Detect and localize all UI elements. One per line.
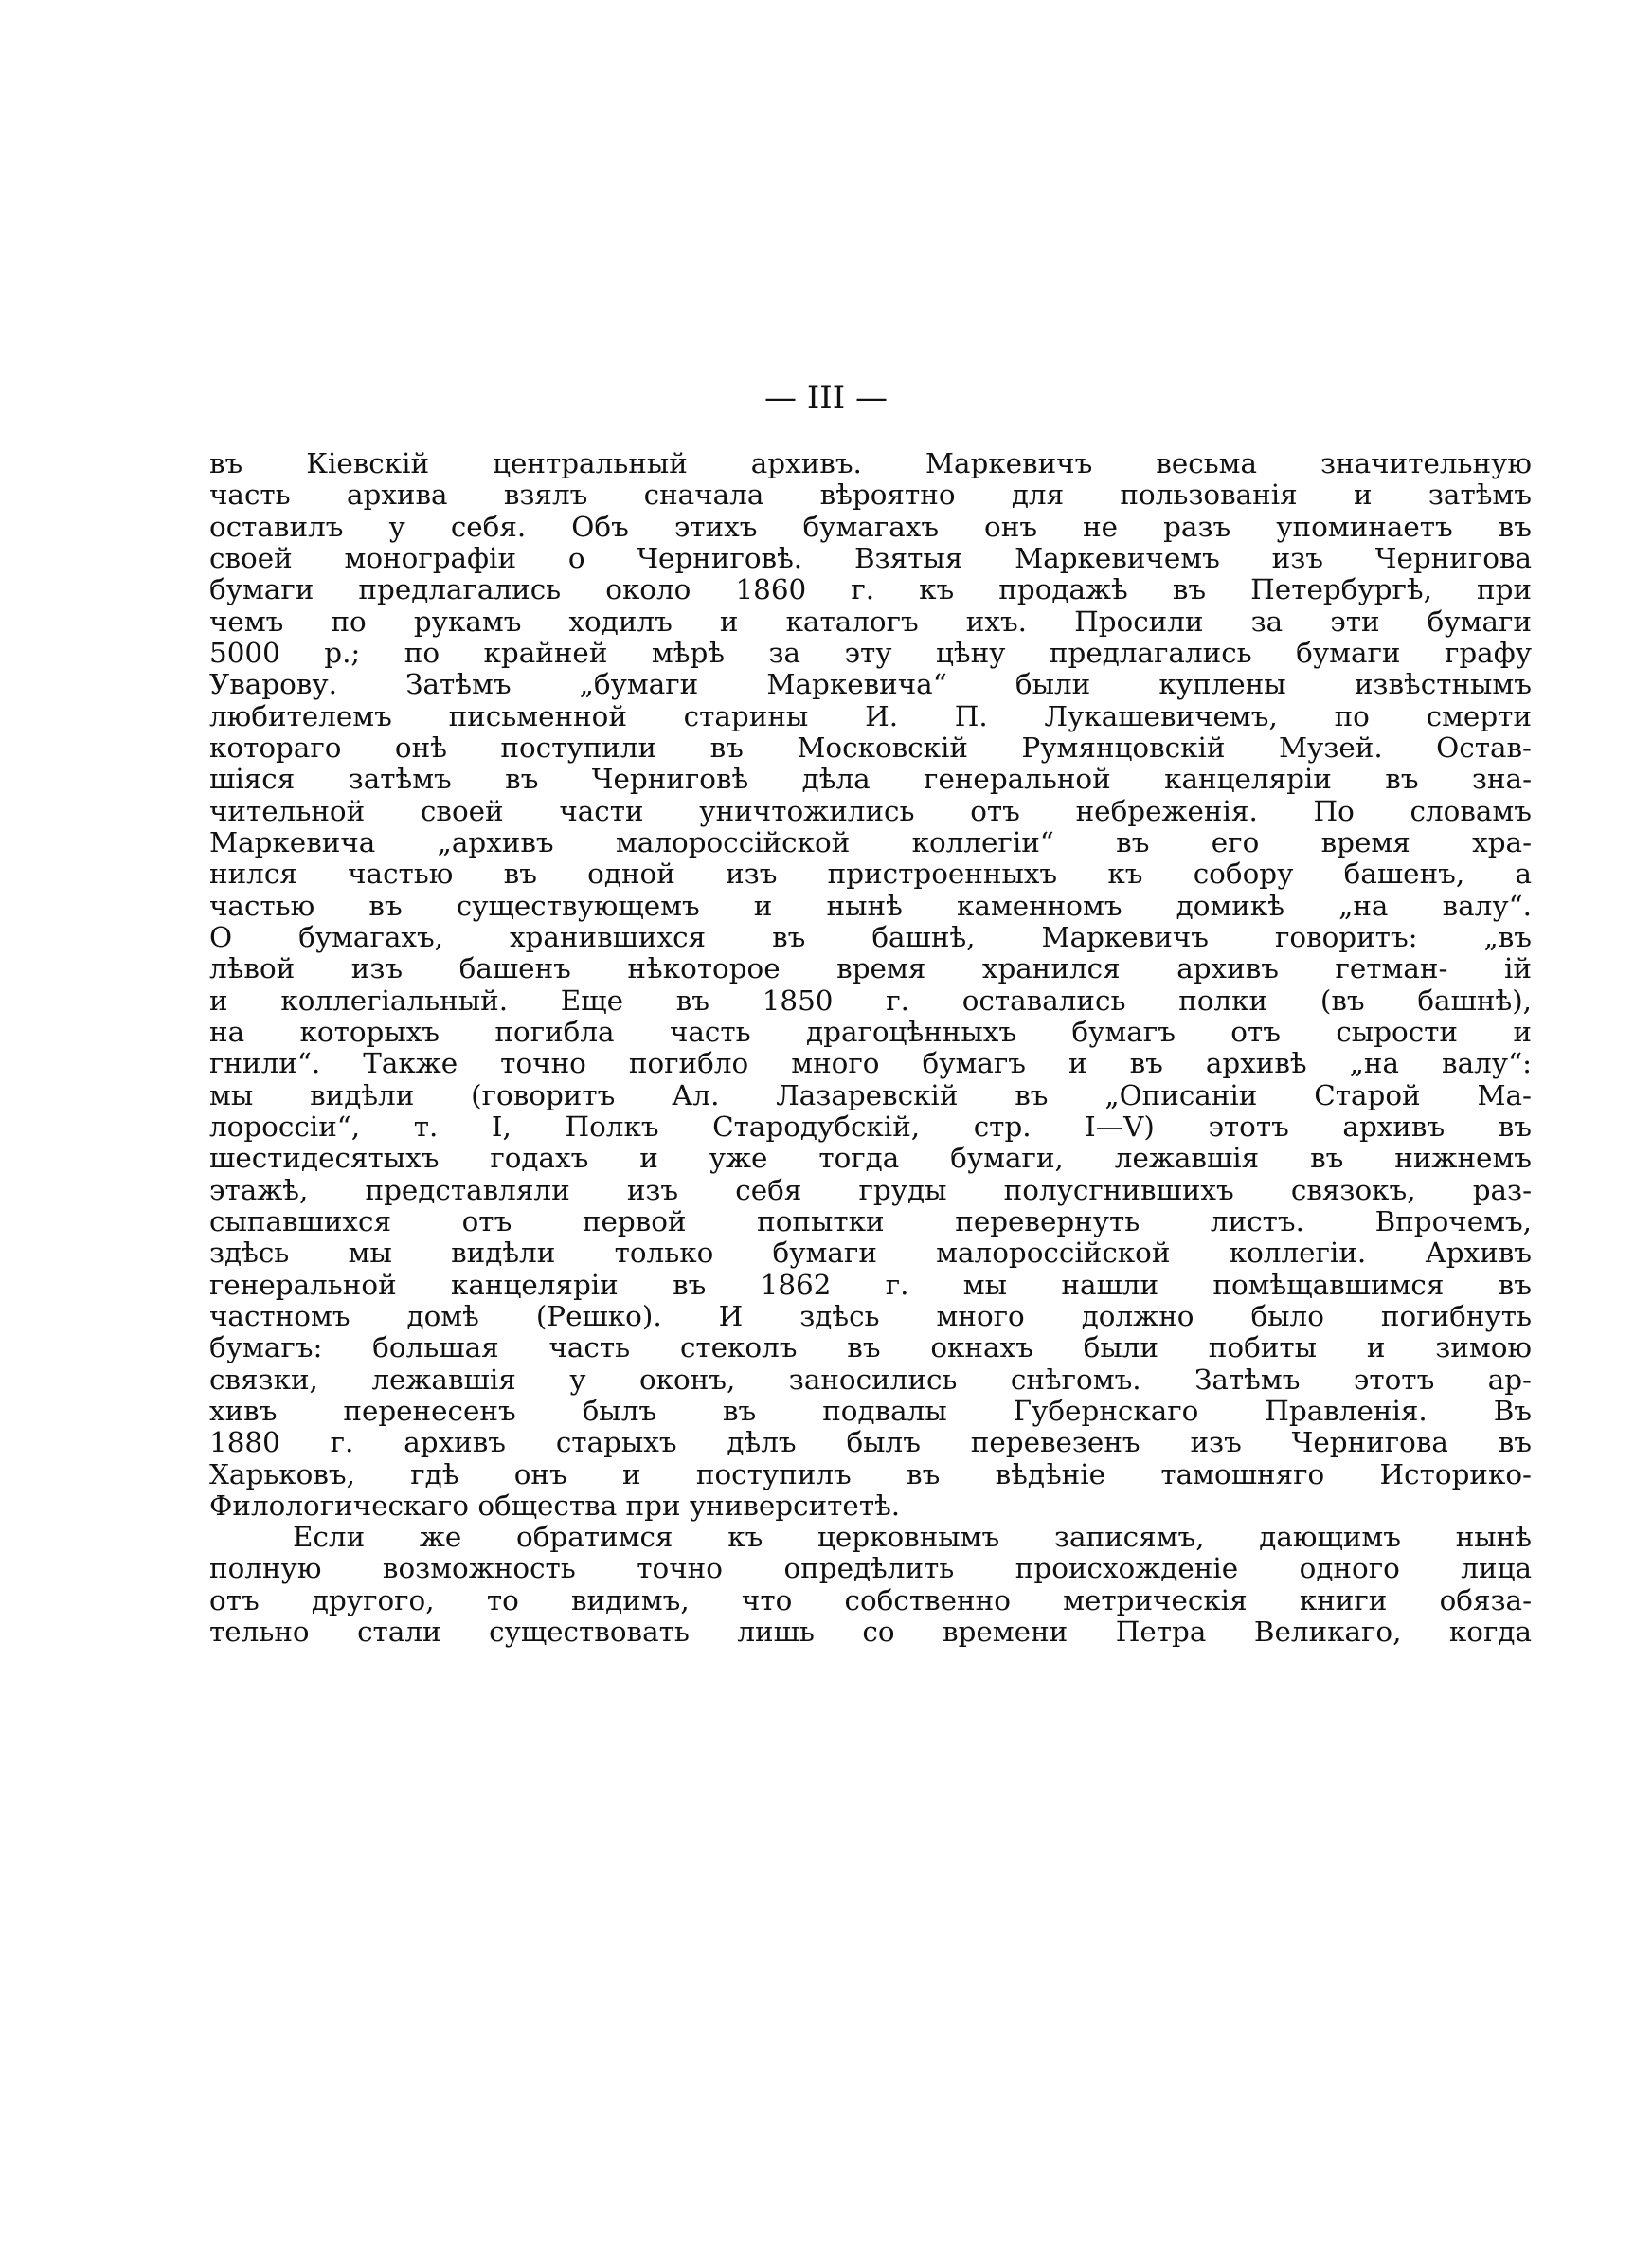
- text-line: О бумагахъ, хранившихся въ башнѣ, Маркевичъ говоритъ: „въ: [209, 921, 1532, 953]
- text-line: генеральной канцеляріи въ 1862 г. мы нашли помѣщавшимся въ: [209, 1269, 1532, 1301]
- paragraph-end-line: Филологическаго общества при университетѣ.: [209, 1490, 901, 1522]
- text-line: часть архива взялъ сначала вѣроятно для пользованія и затѣмъ: [209, 479, 1532, 512]
- text-line: Маркевича „архивъ малороссійской коллегіи“ въ его время хра-: [209, 826, 1532, 858]
- text-line: шестидесятыхъ годахъ и уже тогда бумаги, лежавшія въ нижнемъ: [209, 1143, 1532, 1175]
- text-line: своей монографіи о Черниговѣ. Взятыя Маркевичемъ изъ Чернигова: [209, 542, 1532, 574]
- text-line: лѣвой изъ башенъ нѣкоторое время хранился архивъ гетман- ій: [209, 953, 1532, 985]
- text-line: лороссіи“, т. I, Полкъ Стародубскій, стр. I—V) этотъ архивъ въ: [209, 1110, 1532, 1143]
- text-line: котораго онѣ поступили въ Московскій Румянцовскій Музей. Остав-: [209, 731, 1532, 764]
- text-line: этажѣ, представляли изъ себя груды полусгнившихъ связокъ, раз-: [209, 1174, 1532, 1206]
- text-line: 1880 г. архивъ старыхъ дѣлъ былъ перевезенъ изъ Чернигова въ: [209, 1427, 1532, 1459]
- paragraph-start-line: Если же обратимся къ церковнымъ записямъ, дающимъ нынѣ: [293, 1522, 1532, 1554]
- text-line: нился частью въ одной изъ пристроенныхъ къ собору башенъ, а: [209, 858, 1532, 891]
- text-line: Харьковъ, гдѣ онъ и поступилъ въ вѣдѣніе тамошняго Историко-: [209, 1458, 1532, 1490]
- text-line: въ Кіевскій центральный архивъ. Маркевичъ весьма значительную: [209, 448, 1532, 479]
- text-line: полную возможность точно опредѣлить происхожденіе одного лица: [209, 1553, 1532, 1585]
- text-line: шіяся затѣмъ въ Черниговѣ дѣла генеральной канцеляріи въ зна-: [209, 764, 1532, 796]
- text-line: любителемъ письменной старины И. П. Лукашевичемъ, по смерти: [209, 700, 1532, 732]
- text-line: частью въ существующемъ и нынѣ каменномъ домикѣ „на валу“.: [209, 890, 1532, 922]
- text-line: 5000 р.; по крайней мѣрѣ за эту цѣну предлагались бумаги графу: [209, 637, 1532, 669]
- text-line: здѣсь мы видѣли только бумаги малороссійской коллегіи. Архивъ: [209, 1237, 1532, 1270]
- text-line: гнили“. Также точно погибло много бумагъ и въ архивѣ „на валу“:: [209, 1048, 1532, 1080]
- text-line: чительной своей части уничтожились отъ небреженія. По словамъ: [209, 795, 1532, 827]
- text-line: хивъ перенесенъ былъ въ подвалы Губернскаго Правленія. Въ: [209, 1395, 1532, 1427]
- text-line: тельно стали существовать лишь со времени Петра Великаго, когда: [209, 1616, 1532, 1649]
- text-line: бумагъ: большая часть стеколъ въ окнахъ были побиты и зимою: [209, 1332, 1532, 1364]
- text-line: и коллегіальный. Еще въ 1850 г. оставались полки (въ башнѣ),: [209, 984, 1532, 1017]
- text-line: Уварову. Затѣмъ „бумаги Маркевича“ были куплены извѣстнымъ: [209, 669, 1532, 701]
- text-line: на которыхъ погибла часть драгоцѣнныхъ бумагъ отъ сырости и: [209, 1016, 1532, 1048]
- text-line: частномъ домѣ (Решко). И здѣсь много должно было погибнуть: [209, 1300, 1532, 1332]
- page-number: — III —: [764, 379, 888, 417]
- text-line: мы видѣли (говоритъ Ал. Лазаревскій въ „Описаніи Старой Ма-: [209, 1079, 1532, 1111]
- text-line: связки, лежавшія у оконъ, заносились снѣгомъ. Затѣмъ этотъ ар-: [209, 1363, 1532, 1396]
- text-line: оставилъ у себя. Объ этихъ бумагахъ онъ не разъ упоминаетъ въ: [209, 511, 1532, 543]
- text-line: сыпавшихся отъ первой попытки перевернуть листъ. Впрочемъ,: [209, 1205, 1532, 1237]
- body-text: [209, 448, 1532, 1648]
- text-line: чемъ по рукамъ ходилъ и каталогъ ихъ. Просили за эти бумаги: [209, 605, 1532, 638]
- text-line: бумаги предлагались около 1860 г. къ продажѣ въ Петербургѣ, при: [209, 574, 1532, 606]
- text-line: отъ другого, то видимъ, что собственно метрическія книги обяза-: [209, 1584, 1532, 1616]
